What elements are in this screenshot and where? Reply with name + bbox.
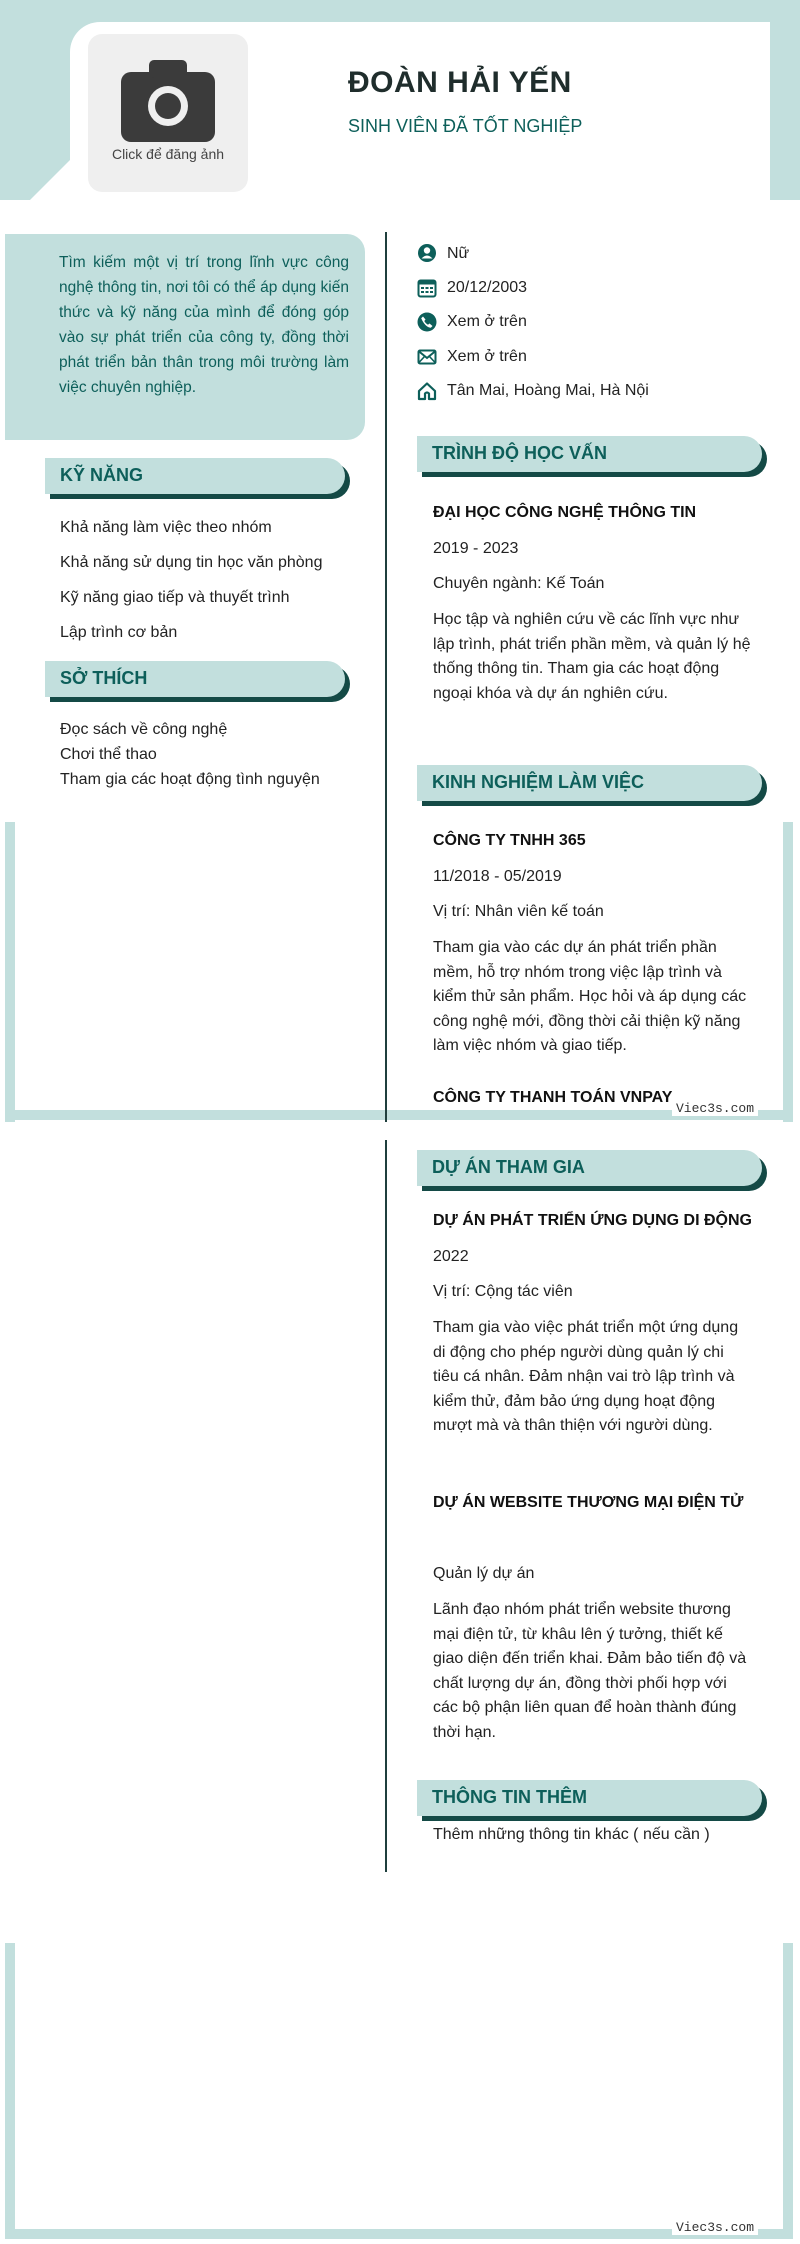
experience-period: 11/2018 - 05/2019 — [433, 868, 562, 885]
contact-dob: 20/12/2003 — [447, 279, 528, 296]
projects-header — [417, 1150, 762, 1186]
education-major: Chuyên ngành: Kế Toán — [433, 575, 605, 592]
watermark: Viec3s.com — [672, 1101, 758, 1116]
project-2-description: Lãnh đạo nhóm phát triển website thương mại điện tử, từ khâu lên ý tưởng, thiết kế giao diện đến triển khai. Đảm bảo tiến độ và chất lượng dự án, đồng thời phối hợp với các bộ phận liên quan để hoàn thành đúng thời hạn. — [433, 1601, 747, 1741]
watermark: Viec3s.com — [672, 2220, 758, 2235]
frame-right — [783, 822, 793, 1122]
education-header — [417, 436, 762, 472]
home-icon — [417, 381, 437, 401]
hobbies-title: SỞ THÍCH — [60, 668, 148, 688]
contact-phone: Xem ở trên — [447, 313, 527, 330]
skill-item: Lập trình cơ bản — [60, 624, 178, 641]
hobbies-header — [45, 661, 345, 697]
hobby-item: Tham gia các hoạt động tình nguyện — [60, 771, 320, 788]
education-school: ĐẠI HỌC CÔNG NGHỆ THÔNG TIN — [433, 504, 697, 521]
frame-left — [5, 1943, 15, 2239]
header-right-strip — [775, 0, 800, 200]
contact-gender: Nữ — [447, 245, 470, 262]
hobby-item: Đọc sách về công nghệ — [60, 721, 228, 738]
education-description: Học tập và nghiên cứu về các lĩnh vực như lập trình, phát triển phần mềm, và quản lý hệ thống thông tin. Tham gia các hoạt động ngoại khóa và dự án nghiên cứu. — [433, 611, 751, 702]
column-divider — [385, 1140, 387, 1872]
phone-icon — [417, 312, 437, 332]
project-1-year: 2022 — [433, 1248, 469, 1265]
frame-left — [5, 822, 15, 1122]
projects-title: DỰ ÁN THAM GIA — [432, 1157, 585, 1177]
project-2-name: DỰ ÁN WEBSITE THƯƠNG MẠI ĐIỆN TỬ — [433, 1494, 744, 1511]
objective-text: Tìm kiếm một vị trí trong lĩnh vực công nghệ thông tin, nơi tôi có thể áp dụng kiến thức và kỹ năng của mình để đóng góp vào sự phát triển của công ty, đồng thời phát triển bản thân trong môi trường làm việc chuyên nghiệp. — [59, 254, 349, 396]
experience-header — [417, 765, 762, 801]
header-corner-triangle — [30, 160, 72, 202]
hobby-item: Chơi thể thao — [60, 746, 157, 763]
education-period: 2019 - 2023 — [433, 540, 519, 557]
experience-description: Tham gia vào các dự án phát triển phần mềm, hỗ trợ nhóm trong việc lập trình và kiểm thử sản phẩm. Học hỏi và áp dụng các công nghệ mới, đồng thời cải thiện kỹ năng làm việc nhóm và giao tiếp. — [433, 939, 747, 1054]
education-title: TRÌNH ĐỘ HỌC VẤN — [432, 443, 607, 463]
header-bottom-fill — [0, 200, 800, 230]
candidate-role: SINH VIÊN ĐÃ TỐT NGHIỆP — [348, 116, 583, 136]
contact-address: Tân Mai, Hoàng Mai, Hà Nội — [447, 382, 649, 399]
skills-header — [45, 458, 345, 494]
frame-right — [783, 1943, 793, 2239]
extra-header — [417, 1780, 762, 1816]
project-1-description: Tham gia vào việc phát triển một ứng dụng di động cho phép người dùng quản lý chi tiêu cá nhân. Đảm nhận vai trò lập trình và kiểm thử, đảm bảo ứng dụng hoạt động mượt mà và thân thiện với người dùng. — [433, 1319, 739, 1434]
user-icon — [417, 243, 437, 263]
project-2-role: Quản lý dự án — [433, 1565, 535, 1582]
skill-item: Khả năng sử dụng tin học văn phòng — [60, 554, 323, 571]
camera-icon — [121, 58, 215, 142]
calendar-icon — [417, 278, 437, 298]
skills-title: KỸ NĂNG — [60, 465, 144, 485]
extra-title: THÔNG TIN THÊM — [432, 1787, 587, 1807]
skill-item: Khả năng làm việc theo nhóm — [60, 519, 272, 536]
experience-position: Vị trí: Nhân viên kế toán — [433, 903, 604, 920]
photo-label: Click để đăng ảnh — [111, 146, 225, 162]
project-1-name: DỰ ÁN PHÁT TRIỂN ỨNG DỤNG DI ĐỘNG — [433, 1212, 752, 1229]
experience-company-2: CÔNG TY THANH TOÁN VNPAY — [433, 1089, 673, 1106]
email-icon — [417, 347, 437, 367]
skill-item: Kỹ năng giao tiếp và thuyết trình — [60, 589, 290, 606]
photo-upload[interactable] — [88, 34, 248, 192]
extra-text: Thêm những thông tin khác ( nếu cần ) — [433, 1826, 710, 1843]
column-divider — [385, 232, 387, 1122]
experience-title: KINH NGHIỆM LÀM VIỆC — [432, 772, 645, 792]
experience-company: CÔNG TY TNHH 365 — [433, 832, 586, 849]
candidate-name: ĐOÀN HẢI YẾN — [348, 66, 572, 99]
project-1-role: Vị trí: Cộng tác viên — [433, 1283, 573, 1300]
objective-box — [5, 234, 365, 440]
contact-email: Xem ở trên — [447, 348, 527, 365]
